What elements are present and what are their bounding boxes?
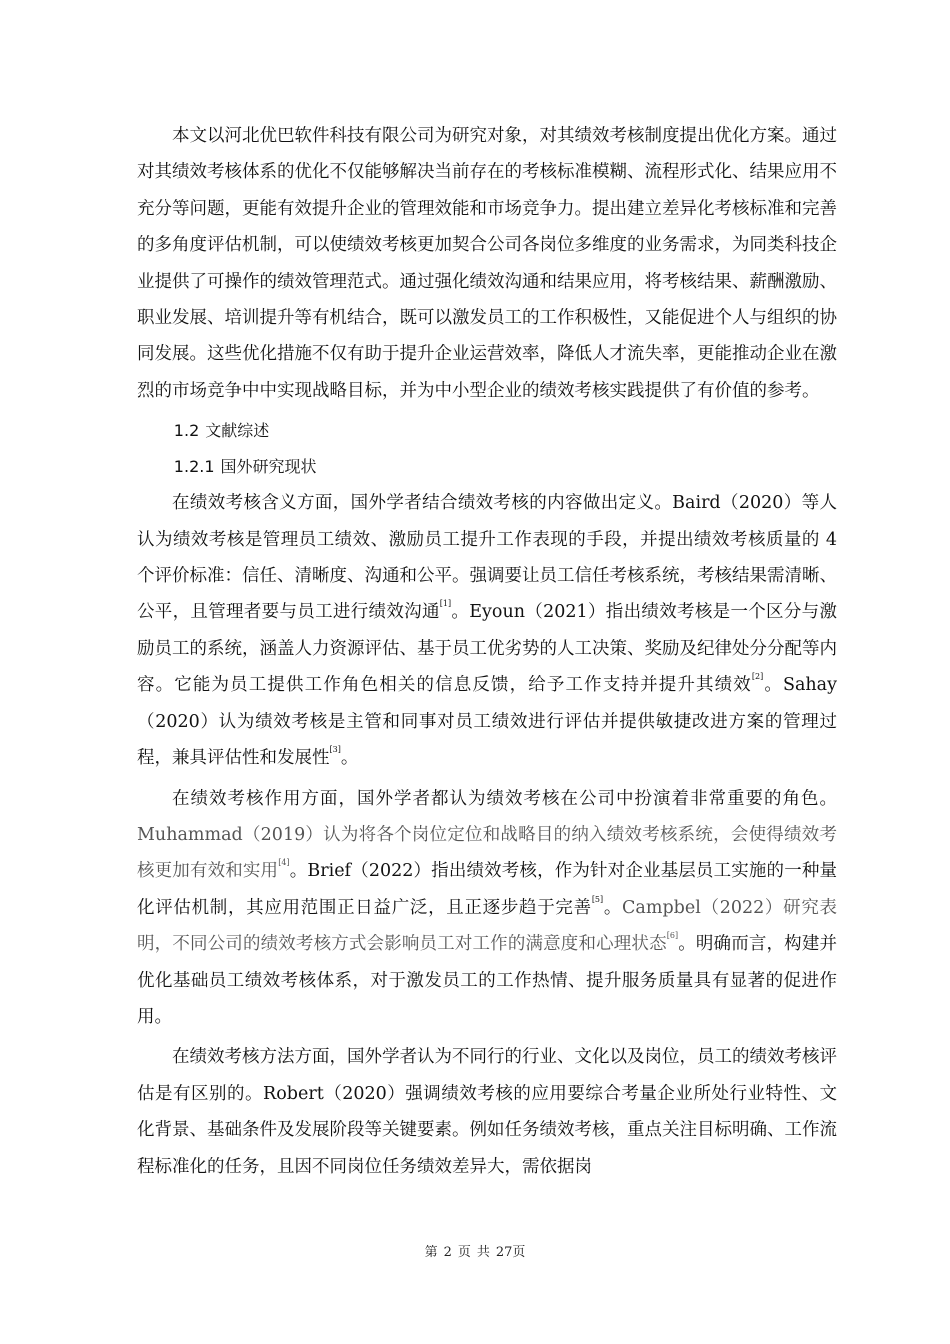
footer-page-unit: 页 xyxy=(457,1245,471,1260)
citation-ref-2[interactable]: [2] xyxy=(751,672,764,682)
footer-total-pages: 27页 xyxy=(495,1245,526,1260)
paragraph-method: 在绩效考核方法方面，国外学者认为不同行的行业、文化以及岗位，员工的绩效考核评估是有区别的。Robert（2020）强调绩效考核的应用要综合考量企业所处行业特性、文化背景、基础条件及发展阶段等关键要素。例如任务绩效考核，重点关注目标明确、工作流程标准化的任务，且因不同岗位任务绩效差异大，需依据岗 xyxy=(137,1047,837,1177)
definition-text-4: 。 xyxy=(340,748,359,769)
definition-text-2: 。Eyoun（2021）指出绩效考核是一个区分与激励员工的系统，涵盖人力资源评估、基于员工优劣势的人工决策、奖励及纪律处分分配等内容。它能为员工提供工作角色相关的信息反馈，给予工作支持并提升其绩效 xyxy=(137,602,837,696)
section-heading-1-2-1 xyxy=(137,449,837,485)
section-number: 1.2 xyxy=(173,421,200,441)
citation-ref-6[interactable]: [6] xyxy=(666,931,679,941)
citation-ref-5[interactable]: [5] xyxy=(591,894,604,904)
definition-text-1: 在绩效考核含义方面，国外学者结合绩效考核的内容做出定义。Baird（2020）等人认为绩效考核是管理员工绩效、激励员工提升工作表现的手段，并提出绩效考核质量的 4 个评价标准：信任、清晰度、沟通和公平。强调要让员工信任考核系统，考核结果需清晰、公平，且管理者要与员工进行绩效沟通 xyxy=(137,493,837,623)
citation-ref-3[interactable]: [3] xyxy=(329,745,341,755)
role-text-4: 。 xyxy=(603,897,623,918)
subsection-title: 国外研究现状 xyxy=(220,457,317,477)
footer-page-number: 2 xyxy=(443,1245,452,1260)
role-text-3: 。Brief（2022）指出绩效考核，作为针对企业基层员工实施的一种量化评估机制，其应用范围正日益广泛，且正逐步趋于完善 xyxy=(137,861,837,918)
definition-text-3: 。Sahay（2020）认为绩效考核是主管和同事对员工绩效进行评估并提供敏捷改进方案的管理过程，兼具评估性和发展性 xyxy=(137,675,837,769)
body-text xyxy=(137,118,837,1189)
citation-ref-4[interactable]: [4] xyxy=(278,858,290,868)
paragraph-intro: 本文以河北优巴软件科技有限公司为研究对象，对其绩效考核制度提出优化方案。通过对其绩效考核体系的优化不仅能够解决当前存在的考核标准模糊、流程形式化、结果应用不充分等问题，更能有效提升企业的管理效能和市场竞争力。提出建立差异化考核标准和完善的多角度评估机制，可以使绩效考核更加契合公司各岗位多维度的业务需求，为同类科技企业提供了可操作的绩效管理范式。通过强化绩效沟通和结果应用，将考核结果、薪酬激励、职业发展、培训提升等有机结合，既可以激发员工的工作积极性，又能促进个人与组织的协同发展。这些优化措施不仅有助于提升企业运营效率，降低人才流失率，更能推动企业在激烈的市场竞争中中实现战略目标，并为中小型企业的绩效考核实践提供了有价值的参考。 xyxy=(137,126,837,401)
footer-total-label: 共 xyxy=(476,1245,490,1260)
page-footer xyxy=(0,1241,950,1260)
paragraph-role xyxy=(137,781,837,1036)
citation-ref-1[interactable]: [1] xyxy=(439,599,452,609)
section-title: 文献综述 xyxy=(205,421,270,441)
paragraph-definition xyxy=(137,485,837,776)
role-text-6: 。明确而言，构建并优化基础员工绩效考核体系，对于激发员工的工作热情、提升服务质量具有显著的促进作用。 xyxy=(137,934,837,1027)
section-heading-1-2 xyxy=(137,413,837,449)
role-text-5: Campbel（2022）研究表明，不同公司的绩效考核方式会影响员工对工作的满意度和心理状态 xyxy=(137,897,838,955)
role-text-1: 在绩效考核作用方面，国外学者都认为绩效考核在公司中扮演着非常重要的角色。 xyxy=(172,788,837,809)
role-text-2: Muhammad（2019）认为将各个岗位定位和战略目的纳入绩效考核系统，会使得绩效考核更加有效和实用 xyxy=(137,824,837,882)
subsection-number: 1.2.1 xyxy=(173,457,215,477)
footer-page-label: 第 xyxy=(424,1245,438,1260)
